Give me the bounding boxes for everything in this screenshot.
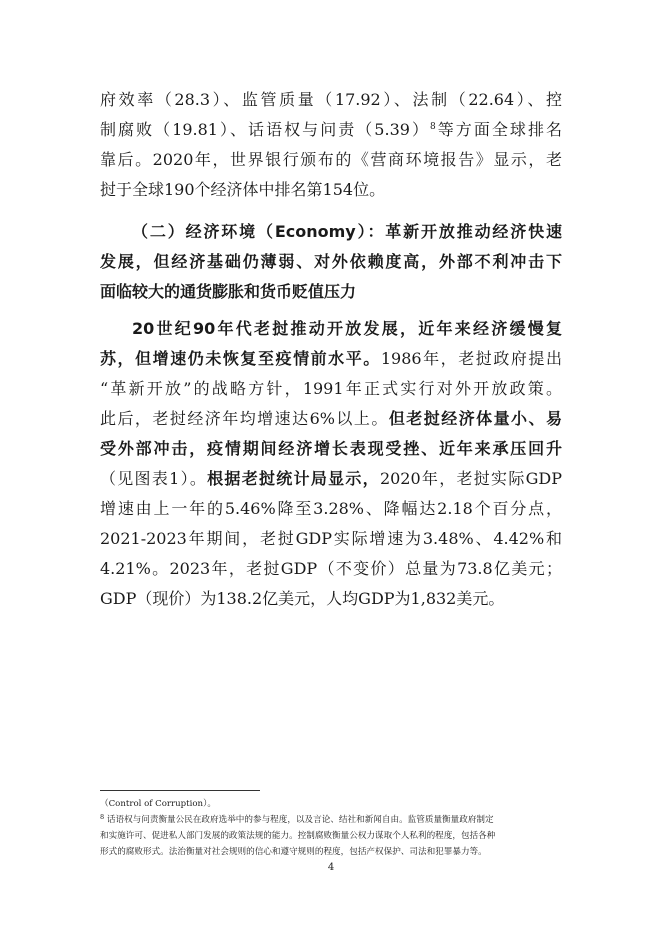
text-line: 靠后。2020年，世界银行颁布的《营商环境报告》显示，老 (100, 150, 562, 169)
text-line: GDP（现价）为138.2亿美元，人均GDP为1,832美元。 (100, 589, 505, 608)
footnote-line: $^8$ 话语权与问责衡量公民在政府选举中的参与程度，以及言论、结社和新闻自由。监管质量衡量政府制定 (100, 813, 494, 825)
footnotes (100, 796, 562, 860)
text-line: 挝于全球190个经济体中排名第154位。 (100, 180, 386, 199)
text-line: （见图表1）。根据老挝统计局显示，2020年，老挝实际GDP (100, 469, 562, 488)
footnote-line: 和实施许可、促进私人部门发展的政策法规的能力。控制腐败衡量公权力谋取个人私利的程度，包括各种 (100, 831, 496, 841)
footnote-line: 形式的腐败形式。法治衡量对社会规则的信心和遵守规则的程度，包括产权保护、司法和犯罪暴力等。 (100, 847, 487, 857)
text-line: “革新开放”的战略方针，1991年正式实行对外开放政策。 (100, 379, 562, 398)
heading-line: （二）经济环境（Economy）：革新开放推动经济快速 (132, 222, 562, 241)
text-line: 20世纪90年代老挝推动开放发展，近年来经济缓慢复 (132, 319, 562, 338)
paragraph-governance-ranking (100, 85, 562, 205)
text-line: 苏，但增速仍未恢复至疫情前水平。1986年，老挝政府提出 (100, 349, 562, 368)
footnote-divider (100, 790, 260, 791)
text-line: 府效率（28.3）、监管质量（17.92）、法制（22.64）、控 (100, 90, 562, 109)
heading-line: 发展，但经济基础仍薄弱、对外依赖度高，外部不利冲击下 (100, 252, 562, 271)
paragraph-economic-growth (100, 314, 562, 614)
text-line: 增速由上一年的5.46%降至3.28%、降幅达2.18个百分点， (100, 499, 562, 518)
text-line: 2021-2023年期间，老挝GDP实际增速为3.48%、4.42%和 (100, 529, 562, 548)
section-heading-economy (100, 217, 562, 307)
footnote-line: （Control of Corruption）。 (100, 799, 216, 809)
footnote-number: 8 (100, 813, 105, 821)
page-number: 4 (327, 862, 335, 873)
text-line: 4.21%。2023年，老挝GDP（不变价）总量为73.8亿美元； (100, 559, 562, 578)
text-line: 此后，老挝经济年均增速达6%以上。但老挝经济体量小、易 (100, 409, 562, 428)
heading-line: 面临较大的通货膨胀和货币贬值压力 (100, 282, 357, 301)
text-line: 受外部冲击，疫情期间经济增长表现受挫、近年来承压回升 (100, 439, 562, 458)
footnote-marker[interactable]: 8 (430, 122, 436, 132)
text-line: 制腐败（19.81）、话语权与问责$(5.39)^8$等方面全球排名 (100, 120, 562, 139)
